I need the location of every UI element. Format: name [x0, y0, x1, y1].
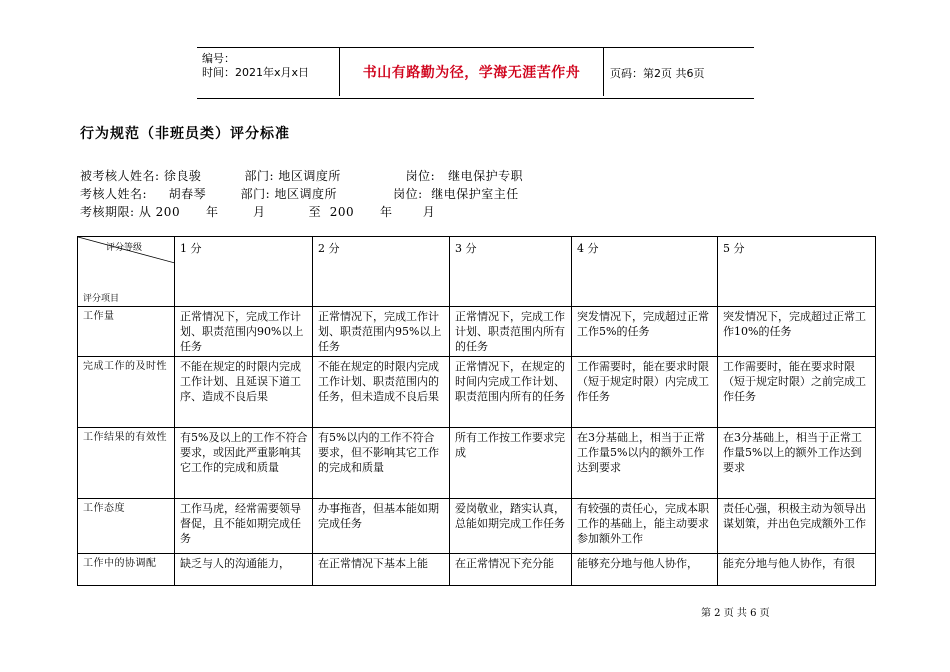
info-line-assessor: 考核人姓名: 胡春琴 部门: 地区调度所 岗位: 继电保护室主任 [80, 187, 519, 201]
row-label: 完成工作的及时性 [78, 357, 175, 428]
level-header: 2 分 [313, 237, 450, 307]
corner-grade-label: 评分等级 [106, 243, 143, 253]
code-label: 编号： [202, 52, 235, 65]
motto: 书山有路勤为径，学海无涯苦作舟 [339, 48, 604, 96]
table-cell: 所有工作按工作要求完成 [450, 428, 572, 499]
corner-item-label: 评分项目 [83, 294, 120, 304]
level-header: 4 分 [572, 237, 718, 307]
table-cell: 在正常情况下基本上能 [313, 554, 450, 586]
table-cell: 在3分基础上，相当于正常工作量5%以内的额外工作达到要求 [572, 428, 718, 499]
level-header: 5 分 [718, 237, 876, 307]
table-cell: 正常情况下，完成工作计划、职责范围内95%以上任务 [313, 307, 450, 357]
table-row [78, 357, 876, 428]
table-header-row [78, 237, 876, 307]
table-cell: 工作需要时，能在要求时限（短于规定时限）之前完成工作任务 [718, 357, 876, 428]
level-header: 1 分 [175, 237, 313, 307]
table-cell: 爱岗敬业，踏实认真，总能如期完成工作任务 [450, 499, 572, 554]
table-cell: 缺乏与人的沟通能力， [175, 554, 313, 586]
level-header: 3 分 [450, 237, 572, 307]
table-cell: 有5%及以上的工作不符合要求，或因此严重影响其它工作的完成和质量 [175, 428, 313, 499]
page-info: 页码：第2页 共6页 [610, 67, 705, 80]
table-row [78, 499, 876, 554]
table-cell: 正常情况下，在规定的时间内完成工作计划、职责范围内所有的任务 [450, 357, 572, 428]
table-cell: 正常情况下，完成工作计划、职责范围内90%以上任务 [175, 307, 313, 357]
table-cell: 正常情况下，完成工作计划、职责范围内所有的任务 [450, 307, 572, 357]
table-cell: 有5%以内的工作不符合要求，但不影响其它工作的完成和质量 [313, 428, 450, 499]
table-cell: 在3分基础上，相当于正常工作量5%以上的额外工作达到要求 [718, 428, 876, 499]
document-header [197, 47, 754, 99]
table-row [78, 307, 876, 357]
table-cell: 突发情况下，完成超过正常工作5%的任务 [572, 307, 718, 357]
info-line-period: 考核期限: 从 200 年 月 至 200 年 月 [80, 205, 436, 219]
row-label: 工作量 [78, 307, 175, 357]
table-cell: 有较强的责任心，完成本职工作的基础上，能主动要求参加额外工作 [572, 499, 718, 554]
header-left [202, 52, 336, 80]
row-label: 工作态度 [78, 499, 175, 554]
table-cell: 工作马虎，经常需要领导督促，且不能如期完成任务 [175, 499, 313, 554]
table-row [78, 554, 876, 586]
corner-cell [78, 237, 175, 307]
table-cell: 能充分地与他人协作，有很 [718, 554, 876, 586]
row-label: 工作中的协调配 [78, 554, 175, 586]
row-label: 工作结果的有效性 [78, 428, 175, 499]
table-cell: 不能在规定的时限内完成工作计划、且延误下道工序、造成不良后果 [175, 357, 313, 428]
table-cell: 突发情况下，完成超过正常工作10%的任务 [718, 307, 876, 357]
table-cell: 责任心强，积极主动为领导出谋划策，并出色完成额外工作 [718, 499, 876, 554]
page-title: 行为规范（非班员类）评分标准 [80, 126, 290, 142]
table-cell: 办事拖沓，但基本能如期完成任务 [313, 499, 450, 554]
page-footer: 第 2 页 共 6 页 [701, 608, 770, 619]
time-label: 时间：2021年x月x日 [202, 66, 310, 79]
table-cell: 工作需要时，能在要求时限（短于规定时限）内完成工作任务 [572, 357, 718, 428]
table-cell: 能够充分地与他人协作， [572, 554, 718, 586]
scoring-table [77, 236, 876, 586]
table-cell: 不能在规定的时限内完成工作计划、职责范围内的任务，但未造成不良后果 [313, 357, 450, 428]
info-line-assessee: 被考核人姓名: 徐良骏 部门: 地区调度所 岗位: 继电保护专职 [80, 169, 524, 183]
table-cell: 在正常情况下充分能 [450, 554, 572, 586]
table-row [78, 428, 876, 499]
